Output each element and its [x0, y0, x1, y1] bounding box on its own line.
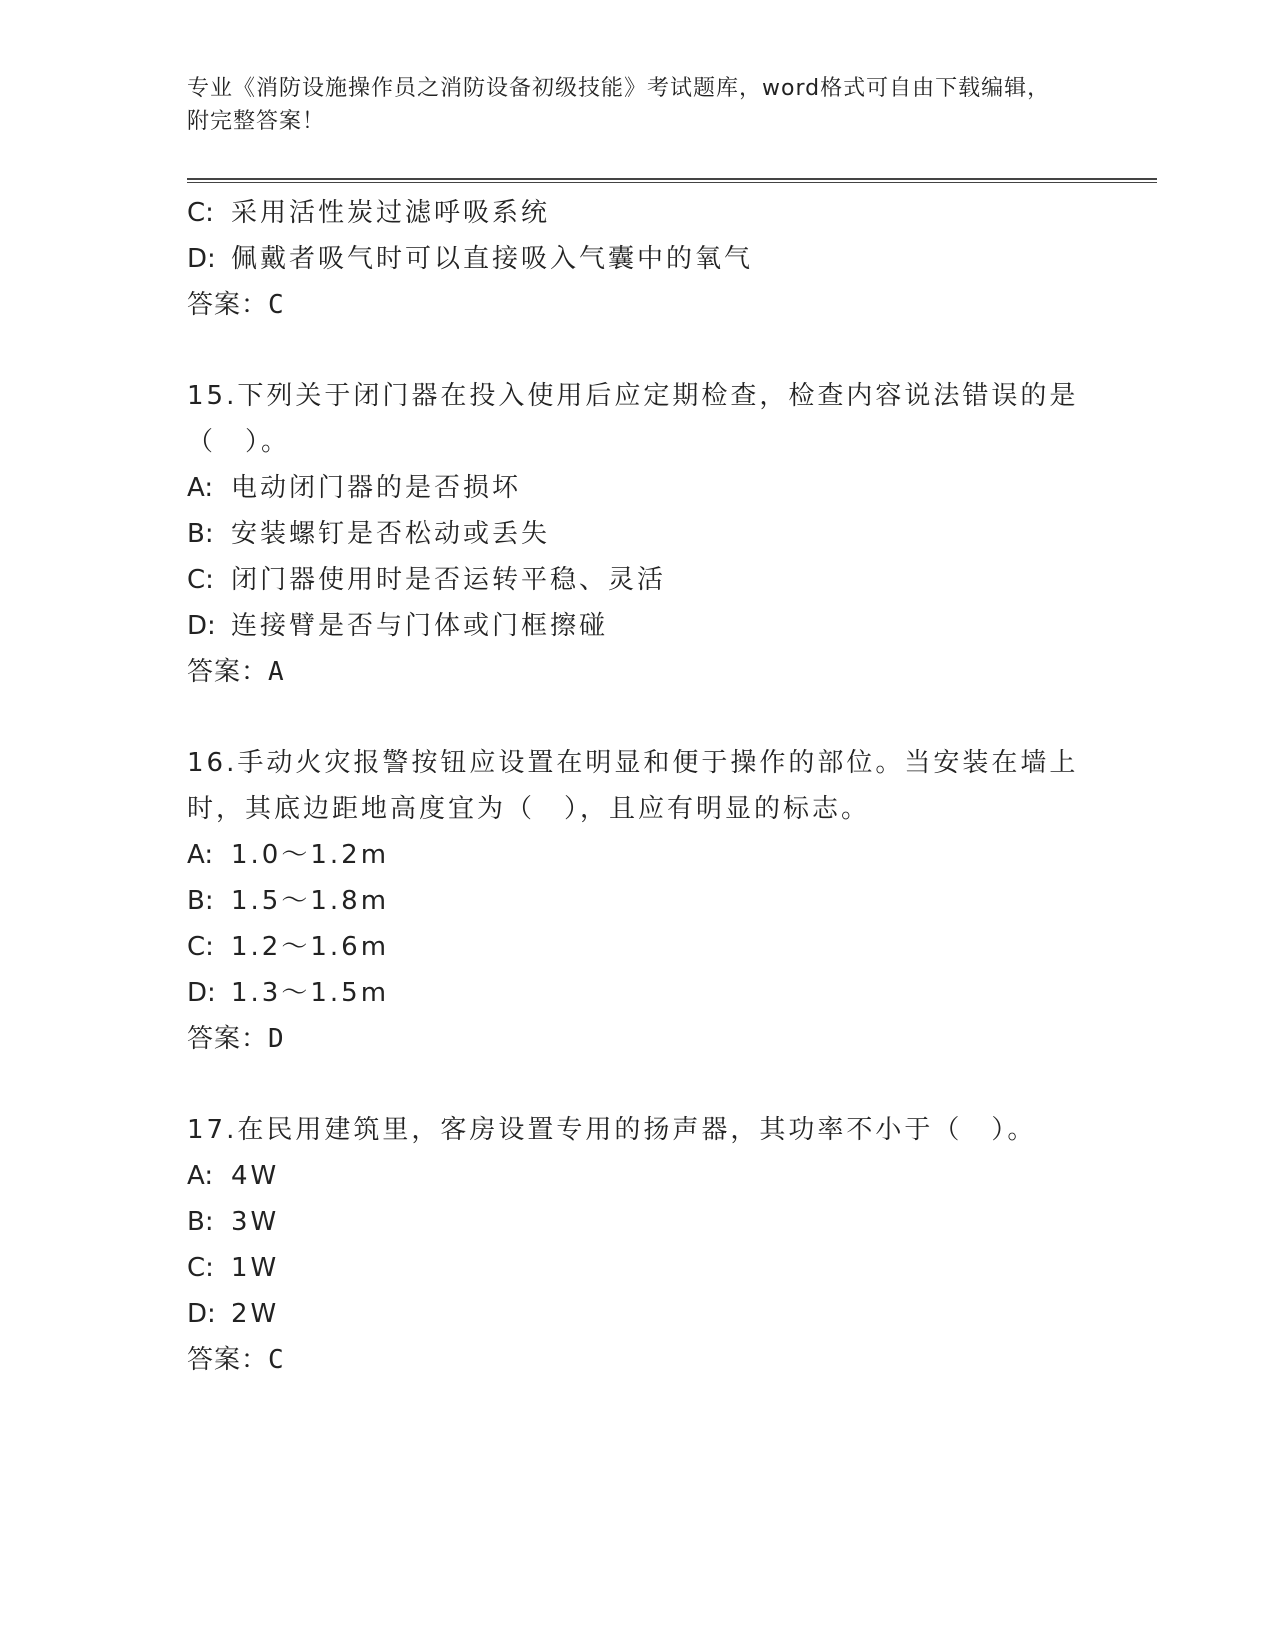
question-16: [187, 740, 1087, 1062]
option-a: [187, 1153, 1087, 1199]
option-c: [187, 190, 1087, 236]
option-text: 闭门器使用时是否运转平稳、灵活: [231, 565, 667, 595]
option-text: 3W: [231, 1207, 280, 1237]
option-c: [187, 557, 1087, 603]
option-letter: A:: [187, 1161, 214, 1191]
option-text: 安装螺钉是否松动或丢失: [231, 519, 551, 549]
document-header: 专业《消防设施操作员之消防设备初级技能》考试题库，word格式可自由下载编辑，附完整答案！: [187, 76, 1051, 134]
option-text: 1.2～1.6m: [231, 932, 390, 962]
option-d: [187, 1291, 1087, 1337]
option-text: 佩戴者吸气时可以直接吸入气囊中的氧气: [231, 244, 754, 274]
option-text: 连接臂是否与门体或门框擦碰: [231, 611, 609, 641]
option-text: 1.0～1.2m: [231, 840, 390, 870]
question-text: 15.下列关于闭门器在投入使用后应定期检查，检查内容说法错误的是（ ）。: [187, 381, 1079, 457]
option-letter: C:: [187, 565, 214, 595]
answer-line: 答案：C: [187, 290, 285, 320]
option-a: [187, 465, 1087, 511]
question-text: 16.手动火灾报警按钮应设置在明显和便于操作的部位。当安装在墙上时，其底边距地高度宜为（ ），且应有明显的标志。: [187, 748, 1079, 824]
option-letter: B:: [187, 519, 214, 549]
answer-line: 答案：A: [187, 657, 285, 687]
option-d: [187, 236, 1087, 282]
option-text: 4W: [231, 1161, 280, 1191]
option-letter: D:: [187, 611, 216, 641]
option-letter: D:: [187, 978, 216, 1008]
spacer: [187, 695, 1087, 740]
option-letter: B:: [187, 886, 214, 916]
spacer: [187, 1062, 1087, 1107]
option-letter: B:: [187, 1207, 214, 1237]
option-letter: C:: [187, 1253, 214, 1283]
option-letter: D:: [187, 244, 216, 274]
document-body: [187, 190, 1087, 1383]
option-text: 采用活性炭过滤呼吸系统: [231, 198, 551, 228]
header-divider: [187, 178, 1157, 183]
option-text: 电动闭门器的是否损坏: [231, 473, 522, 503]
partial-question: [187, 190, 1087, 328]
option-letter: A:: [187, 473, 214, 503]
option-c: [187, 924, 1087, 970]
option-letter: A:: [187, 840, 214, 870]
option-letter: C:: [187, 198, 214, 228]
option-b: [187, 1199, 1087, 1245]
option-a: [187, 832, 1087, 878]
spacer: [187, 328, 1087, 373]
question-17: [187, 1107, 1087, 1383]
question-15: [187, 373, 1087, 695]
option-text: 1W: [231, 1253, 280, 1283]
option-text: 2W: [231, 1299, 280, 1329]
question-text: 17.在民用建筑里，客房设置专用的扬声器，其功率不小于（ ）。: [187, 1115, 1037, 1145]
option-text: 1.5～1.8m: [231, 886, 390, 916]
answer-line: 答案：C: [187, 1345, 285, 1375]
option-b: [187, 511, 1087, 557]
option-letter: D:: [187, 1299, 216, 1329]
option-d: [187, 970, 1087, 1016]
option-letter: C:: [187, 932, 214, 962]
answer-line: 答案：D: [187, 1024, 285, 1054]
option-d: [187, 603, 1087, 649]
option-b: [187, 878, 1087, 924]
option-c: [187, 1245, 1087, 1291]
option-text: 1.3～1.5m: [231, 978, 390, 1008]
